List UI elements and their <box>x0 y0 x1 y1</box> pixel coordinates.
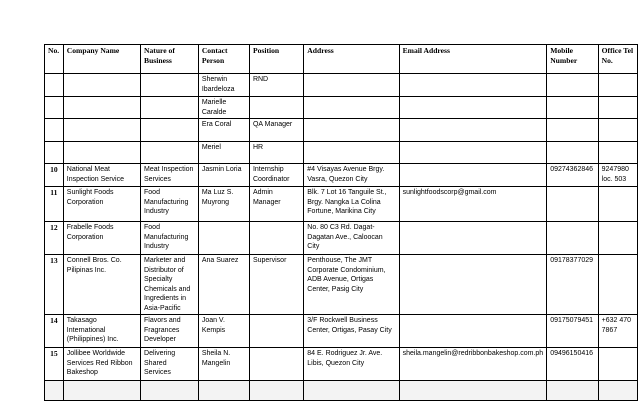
cell-company-name: Frabelle Foods Corporation <box>63 222 140 255</box>
cell-no: 11 <box>45 187 64 222</box>
cell-no <box>45 381 64 401</box>
cell-nature-of-business: Food Manufacturing Industry <box>141 222 199 255</box>
cell-email-address: sunlightfoodscorp@gmail.com <box>399 187 547 222</box>
cell-contact-person: Ma Luz S. Muyrong <box>198 187 249 222</box>
cell-office-tel-no <box>598 187 637 222</box>
cell-no: 12 <box>45 222 64 255</box>
cell-address: #4 Visayas Avenue Brgy. Vasra, Quezon City <box>304 164 399 187</box>
cell-nature-of-business: Flavors and Fragrances Developer <box>141 315 199 348</box>
cell-mobile-number <box>547 74 598 97</box>
cell-email-address <box>399 97 547 119</box>
header-email-address: Email Address <box>399 45 547 74</box>
cell-address <box>304 97 399 119</box>
cell-position <box>249 348 303 381</box>
cell-mobile-number: 09274362846 <box>547 164 598 187</box>
cell-contact-person: Sherwin Ibardeloza <box>198 74 249 97</box>
cell-no <box>45 142 64 164</box>
cell-address: 84 E. Rodriguez Jr. Ave. Libis, Quezon City <box>304 348 399 381</box>
cell-office-tel-no <box>598 119 637 142</box>
cell-contact-person <box>198 222 249 255</box>
header-nature-of-business: Nature of Business <box>141 45 199 74</box>
cell-position: HR <box>249 142 303 164</box>
table-row <box>45 97 638 119</box>
table-row <box>45 164 638 187</box>
cell-nature-of-business <box>141 142 199 164</box>
cell-company-name: Jollibee Worldwide Services Red Ribbon Bakeshop <box>63 348 140 381</box>
cell-company-name: Connell Bros. Co. Pilipinas Inc. <box>63 255 140 315</box>
cell-address <box>304 74 399 97</box>
cell-nature-of-business: Meat Inspection Services <box>141 164 199 187</box>
table-row <box>45 222 638 255</box>
cell-contact-person: Marielle Caralde <box>198 97 249 119</box>
cell-company-name <box>63 74 140 97</box>
cell-mobile-number <box>547 142 598 164</box>
cell-no: 14 <box>45 315 64 348</box>
cell-nature-of-business <box>141 74 199 97</box>
cell-no <box>45 119 64 142</box>
cell-position: Internship Coordinator <box>249 164 303 187</box>
cell-company-name: Takasago International (Philippines) Inc. <box>63 315 140 348</box>
cell-position: QA Manager <box>249 119 303 142</box>
table-header-row <box>45 45 638 74</box>
cell-position: RND <box>249 74 303 97</box>
cell-mobile-number <box>547 97 598 119</box>
cell-no: 15 <box>45 348 64 381</box>
cell-address <box>304 119 399 142</box>
cell-no: 13 <box>45 255 64 315</box>
header-address: Address <box>304 45 399 74</box>
table-row <box>45 187 638 222</box>
cell-contact-person: Jasmin Loria <box>198 164 249 187</box>
cell-contact-person: Ana Suarez <box>198 255 249 315</box>
table-row <box>45 348 638 381</box>
cell-address <box>304 381 399 401</box>
cell-position <box>249 97 303 119</box>
cell-nature-of-business: Marketer and Distributor of Specialty Chemicals and Ingredients in Asia-Pacific <box>141 255 199 315</box>
cell-mobile-number: 09175079451 <box>547 315 598 348</box>
cell-contact-person: Joan V. Kempis <box>198 315 249 348</box>
header-office-tel-no: Office Tel No. <box>598 45 637 74</box>
cell-email-address <box>399 222 547 255</box>
cell-nature-of-business: Food Manufacturing Industry <box>141 187 199 222</box>
cell-contact-person: Sheila N. Mangelin <box>198 348 249 381</box>
cell-email-address <box>399 255 547 315</box>
cell-email-address <box>399 142 547 164</box>
cell-contact-person: Meriel <box>198 142 249 164</box>
cell-email-address: sheila.mangelin@redribbonbakeshop.com.ph <box>399 348 547 381</box>
cell-company-name: National Meat Inspection Service <box>63 164 140 187</box>
cell-no: 10 <box>45 164 64 187</box>
cell-office-tel-no: 9247980 loc. 503 <box>598 164 637 187</box>
cell-position <box>249 381 303 401</box>
cell-office-tel-no <box>598 142 637 164</box>
header-company-name: Company Name <box>63 45 140 74</box>
cell-no <box>45 97 64 119</box>
table-row <box>45 142 638 164</box>
header-mobile-number: Mobile Number <box>547 45 598 74</box>
cell-position: Admin Manager <box>249 187 303 222</box>
header-contact-person: Contact Person <box>198 45 249 74</box>
cell-nature-of-business <box>141 381 199 401</box>
table-row <box>45 315 638 348</box>
cell-office-tel-no <box>598 255 637 315</box>
cell-company-name <box>63 381 140 401</box>
cell-position <box>249 222 303 255</box>
cell-office-tel-no <box>598 348 637 381</box>
cell-company-name <box>63 119 140 142</box>
cell-address <box>304 142 399 164</box>
cell-mobile-number: 09178377029 <box>547 255 598 315</box>
cell-company-name: Sunlight Foods Corporation <box>63 187 140 222</box>
cell-mobile-number <box>547 187 598 222</box>
cell-office-tel-no <box>598 381 637 401</box>
cell-position: Supervisor <box>249 255 303 315</box>
cell-address: Blk. 7 Lot 16 Tanguile St., Brgy. Nangka La Colina Fortune, Marikina City <box>304 187 399 222</box>
cell-address: No. 80 C3 Rd. Dagat-Dagatan Ave., Caloocan City <box>304 222 399 255</box>
header-position: Position <box>249 45 303 74</box>
cell-mobile-number <box>547 119 598 142</box>
cell-nature-of-business: Delivering Shared Services <box>141 348 199 381</box>
cell-office-tel-no <box>598 222 637 255</box>
header-no: No. <box>45 45 64 74</box>
table-row <box>45 119 638 142</box>
cell-office-tel-no: +632 470 7867 <box>598 315 637 348</box>
table-row <box>45 74 638 97</box>
cell-office-tel-no <box>598 74 637 97</box>
cell-email-address <box>399 381 547 401</box>
cell-nature-of-business <box>141 97 199 119</box>
cell-office-tel-no <box>598 97 637 119</box>
table-row <box>45 255 638 315</box>
table-row <box>45 381 638 401</box>
cell-email-address <box>399 74 547 97</box>
contact-directory-sheet <box>44 44 638 401</box>
cell-address: 3/F Rockwell Business Center, Ortigas, Pasay City <box>304 315 399 348</box>
cell-mobile-number <box>547 222 598 255</box>
cell-email-address <box>399 164 547 187</box>
cell-email-address <box>399 119 547 142</box>
cell-mobile-number <box>547 381 598 401</box>
cell-contact-person: Era Coral <box>198 119 249 142</box>
cell-nature-of-business <box>141 119 199 142</box>
cell-company-name <box>63 97 140 119</box>
cell-email-address <box>399 315 547 348</box>
cell-contact-person <box>198 381 249 401</box>
cell-no <box>45 74 64 97</box>
cell-address: Penthouse, The JMT Corporate Condominium, ADB Avenue, Ortigas Center, Pasig City <box>304 255 399 315</box>
company-contacts-table <box>44 44 638 401</box>
cell-mobile-number: 09496150416 <box>547 348 598 381</box>
cell-company-name <box>63 142 140 164</box>
cell-position <box>249 315 303 348</box>
